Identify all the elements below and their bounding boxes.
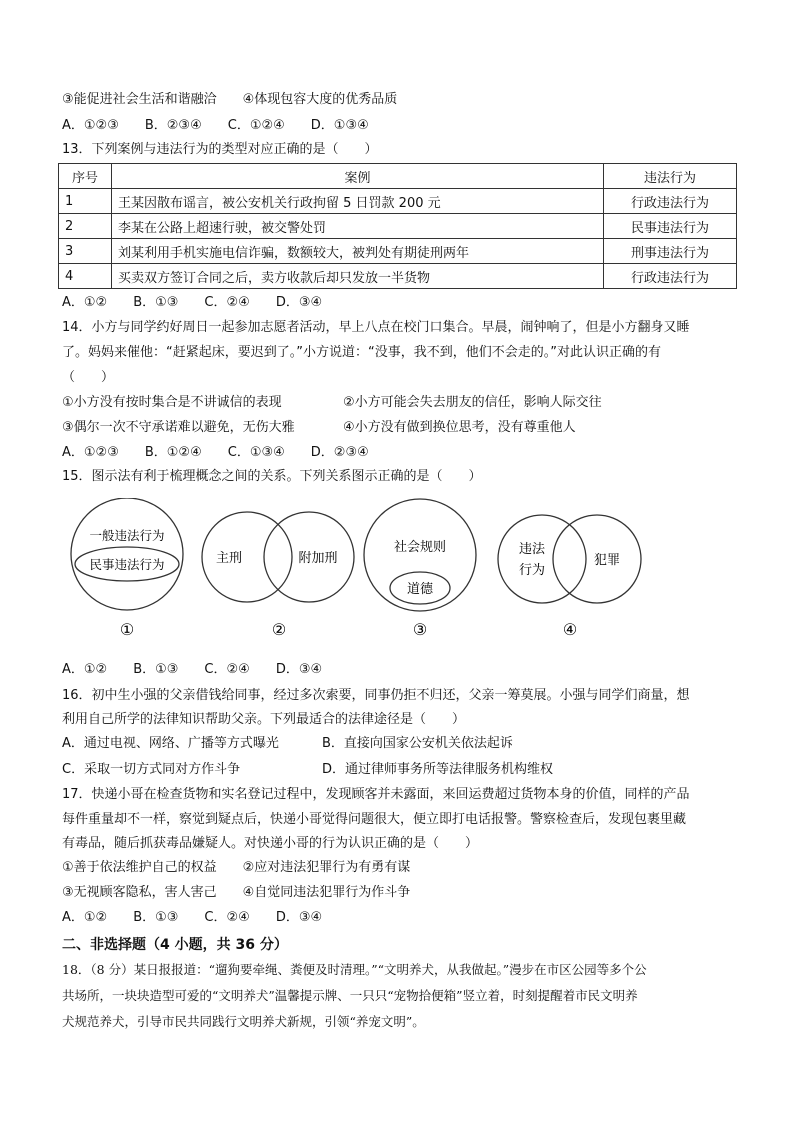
table-row xyxy=(59,264,737,289)
q14-stem-line3: （ ） xyxy=(62,370,115,385)
q13-stem: 13．下列案例与违法行为的类型对应正确的是（ ） xyxy=(62,142,378,157)
header-case: 案例 xyxy=(112,164,604,189)
q18-line3: 犬规范养犬，引导市民共同践行文明养犬新规，引领“养宠文明”。 xyxy=(62,1014,425,1029)
q12-answers: A．①②③ B．②③④ C．①②④ D．①③④ xyxy=(62,118,369,133)
q14-option-1: ①小方没有按时集合是不讲诚信的表现 xyxy=(62,395,282,410)
diagram-1 xyxy=(71,498,183,639)
header-type: 违法行为 xyxy=(604,164,737,189)
q16-stem-line1: 16．初中生小强的父亲借钱给同事，经过多次索要，同事仍拒不归还，父亲一筹莫展。小强与同学们商量，想 xyxy=(62,688,690,703)
q14-option-2: ②小方可能会失去朋友的信任，影响人际交往 xyxy=(343,395,602,410)
d1-inner-label: 民事违法行为 xyxy=(89,557,165,572)
q14-option-4: ④小方没有做到换位思考，没有尊重他人 xyxy=(343,420,576,435)
q16-option-c: C．采取一切方式同对方作斗争 xyxy=(62,762,241,777)
row-case: 买卖双方签订合同之后，卖方收款后却只发放一半货物 xyxy=(112,264,604,289)
d4-number: ④ xyxy=(562,620,578,639)
row-no: 3 xyxy=(59,239,112,264)
row-type: 行政违法行为 xyxy=(604,189,737,214)
q17-stem-line1: 17．快递小哥在检查货物和实名登记过程中，发现顾客并未露面，来回运费超过货物本身的价值，同样的产品 xyxy=(62,787,690,802)
d3-number: ③ xyxy=(412,620,428,639)
d4-right-label: 犯罪 xyxy=(593,553,621,568)
d2-right-label: 附加刑 xyxy=(298,551,338,566)
row-type: 刑事违法行为 xyxy=(604,239,737,264)
diagram-3 xyxy=(364,499,476,639)
row-no: 1 xyxy=(59,189,112,214)
q14-option-3: ③偶尔一次不守承诺难以避免，无伤大雅 xyxy=(62,420,295,435)
row-case: 李某在公路上超速行驶，被交警处罚 xyxy=(112,214,604,239)
row-type: 行政违法行为 xyxy=(604,264,737,289)
q16-option-a: A．通过电视、网络、广播等方式曝光 xyxy=(62,736,279,751)
q15-venn-diagrams xyxy=(62,498,652,648)
row-type: 民事违法行为 xyxy=(604,214,737,239)
q18-line1: 18．（8 分）某日报报道：“遛狗要牵绳、粪便及时清理。”“文明养犬，从我做起。”漫步在市区公园等多个公 xyxy=(62,962,647,977)
q12-options-line: ③能促进社会生活和谐融洽 ④体现包容大度的优秀品质 xyxy=(62,92,398,107)
d4-left-label-line1: 违法 xyxy=(518,542,546,557)
q17-stem-line3: 有毒品，随后抓获毒品嫌疑人。对快递小哥的行为认识正确的是（ ） xyxy=(62,836,479,851)
q16-option-b: B．直接向国家公安机关依法起诉 xyxy=(322,736,513,751)
q17-answers: A．①② B．①③ C．②④ D．③④ xyxy=(62,910,323,925)
row-case: 刘某利用手机实施电信诈骗，数额较大，被判处有期徒刑两年 xyxy=(112,239,604,264)
q18-line2: 共场所，一块块造型可爱的“文明养犬”温馨提示牌、一只只“宠物拾便箱”竖立着，时刻提醒着市民文明养 xyxy=(62,988,638,1003)
table-row xyxy=(59,214,737,239)
q17-stem-line2: 每件重量却不一样，察觉到疑点后，快递小哥觉得问题很大，便立即打电话报警。警察检查后，发现包裹里藏 xyxy=(62,812,687,827)
d2-number: ② xyxy=(271,620,287,639)
q16-stem-line2: 利用自己所学的法律知识帮助父亲。下列最适合的法律途径是（ ） xyxy=(62,712,466,727)
q16-option-d: D．通过律师事务所等法律服务机构维权 xyxy=(322,762,554,777)
q15-answers: A．①② B．①③ C．②④ D．③④ xyxy=(62,662,323,677)
table-row xyxy=(59,239,737,264)
q15-stem: 15．图示法有利于梳理概念之间的关系。下列关系图示正确的是（ ） xyxy=(62,469,482,484)
q14-stem-line1: 14．小方与同学约好周日一起参加志愿者活动，早上八点在校门口集合。早晨，闹钟响了，但是小方翻身又睡 xyxy=(62,320,690,335)
q17-options-line2: ③无视顾客隐私，害人害己 ④自觉同违法犯罪行为作斗争 xyxy=(62,885,411,900)
q14-answers: A．①②③ B．①②④ C．①③④ D．②③④ xyxy=(62,445,369,460)
q13-case-table xyxy=(58,163,737,289)
d3-inner-label: 道德 xyxy=(406,582,434,597)
d1-outer-label: 一般违法行为 xyxy=(89,528,165,543)
q13-answers: A．①② B．①③ C．②④ D．③④ xyxy=(62,295,323,310)
row-no: 2 xyxy=(59,214,112,239)
header-no: 序号 xyxy=(59,164,112,189)
diagram-4 xyxy=(498,515,641,639)
row-case: 王某因散布谣言，被公安机关行政拘留 5 日罚款 200 元 xyxy=(112,189,604,214)
d1-number: ① xyxy=(119,620,135,639)
d3-outer-label: 社会规则 xyxy=(393,540,447,555)
d2-left-label: 主刑 xyxy=(215,551,243,566)
section-heading-non-choice: 二、非选择题（4 小题，共 36 分） xyxy=(62,937,288,953)
d4-left-label-line2: 行为 xyxy=(518,563,546,578)
q14-stem-line2: 了。妈妈来催他：“赶紧起床，要迟到了。”小方说道：“没事，我不到，他们不会走的。”对此认识正确的有 xyxy=(62,345,661,360)
q17-options-line1: ①善于依法维护自己的权益 ②应对违法犯罪行为有勇有谋 xyxy=(62,860,411,875)
table-header-row xyxy=(59,164,737,189)
table-row xyxy=(59,189,737,214)
row-no: 4 xyxy=(59,264,112,289)
diagram-2 xyxy=(202,512,354,639)
